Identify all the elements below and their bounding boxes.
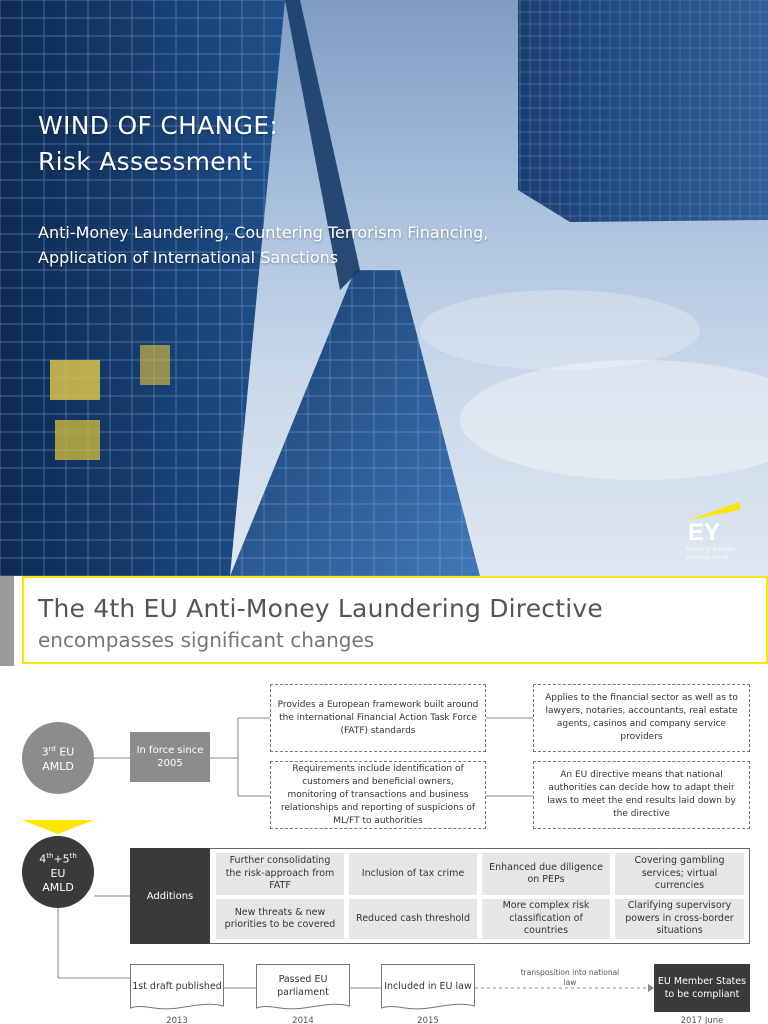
timeline-step-label: 1st draft published: [132, 980, 222, 992]
hero-title-line1: WIND OF CHANGE:: [38, 111, 279, 140]
timeline-step-law: [381, 964, 475, 1012]
timeline-step-parliament: [256, 964, 350, 1012]
amld3-number-suffix: rd: [48, 745, 56, 754]
transposition-label: transposition into national law: [520, 968, 620, 987]
timeline-step-draft: [130, 964, 224, 1012]
amld3-box-scope: Applies to the financial sector as well as to lawyers, notaries, accountants, real estate agents, casinos and company service providers: [533, 684, 750, 752]
additions-cell: More complex risk classification of countries: [482, 899, 610, 939]
amld45-amld: AMLD: [42, 880, 74, 894]
section-accent-bar: [0, 576, 14, 666]
amld3-status-box: In force since 2005: [130, 732, 210, 782]
transition-arrow-icon: [22, 820, 94, 834]
additions-cell: Covering gambling services; virtual currencies: [615, 853, 744, 895]
hero-subtitle: [38, 220, 488, 270]
additions-cell: Enhanced due diligence on PEPs: [482, 853, 610, 895]
hero-subtitle-line2: Application of International Sanctions: [38, 248, 339, 267]
amld3-circle: [22, 722, 94, 794]
additions-cell: Inclusion of tax crime: [349, 853, 477, 895]
timeline-step-label: Passed EU parliament: [277, 974, 329, 998]
amld45-number-a-suffix: th: [46, 852, 54, 861]
amld45-number-b-suffix: th: [69, 852, 77, 861]
additions-cell: Clarifying supervisory powers in cross-border situations: [615, 899, 744, 939]
section-title: The 4th EU Anti-Money Laundering Directive: [38, 594, 603, 623]
additions-cell: New threats & new priorities to be covered: [216, 899, 344, 939]
timeline-step-label: Included in EU law: [384, 980, 472, 992]
timeline-step-year: 2013: [166, 1016, 188, 1024]
ey-logo: [686, 500, 756, 566]
additions-label-box: Additions: [130, 848, 210, 944]
hero-title-line2: Risk Assessment: [38, 147, 253, 176]
ey-logo-text: EY: [688, 519, 721, 546]
amld3-box-requirements: Requirements include identification of customers and beneficial owners, monitoring of transactions and business relationships and reporting of suspicions of ML/FT to authorities: [270, 761, 486, 829]
amld3-number: 3: [41, 745, 49, 759]
additions-cell: Reduced cash threshold: [349, 899, 477, 939]
amld45-number-a: 4: [39, 852, 47, 866]
ey-logo-tagline: Building a better working world: [686, 546, 737, 561]
timeline-final-box: EU Member States to be compliant: [654, 964, 750, 1012]
ey-logo-icon: [686, 500, 756, 546]
amld3-box-framework: Provides a European framework built around the international Financial Action Task Force (FATF) standards: [270, 684, 486, 752]
additions-cell: Further consolidating the risk-approach from FATF: [216, 853, 344, 895]
hero-title: [38, 108, 278, 180]
hero-subtitle-line1: Anti-Money Laundering, Countering Terrorism Financing,: [38, 223, 489, 242]
amld3-amld: AMLD: [42, 759, 74, 773]
amld45-circle: [22, 836, 94, 908]
timeline-final-date: 2017 June: [680, 1016, 724, 1024]
timeline-step-year: 2015: [417, 1016, 439, 1024]
timeline-step-year: 2014: [292, 1016, 314, 1024]
amld-diagram: [0, 666, 768, 1024]
amld45-eu: EU: [50, 866, 66, 880]
amld3-box-directive: An EU directive means that national authorities can decide how to adapt their laws to meet the end results laid down by the directive: [533, 761, 750, 829]
amld45-number-b: +5: [53, 852, 70, 866]
section-subtitle: encompasses significant changes: [38, 628, 375, 652]
section-header: [0, 576, 768, 666]
amld3-eu: EU: [59, 745, 75, 759]
